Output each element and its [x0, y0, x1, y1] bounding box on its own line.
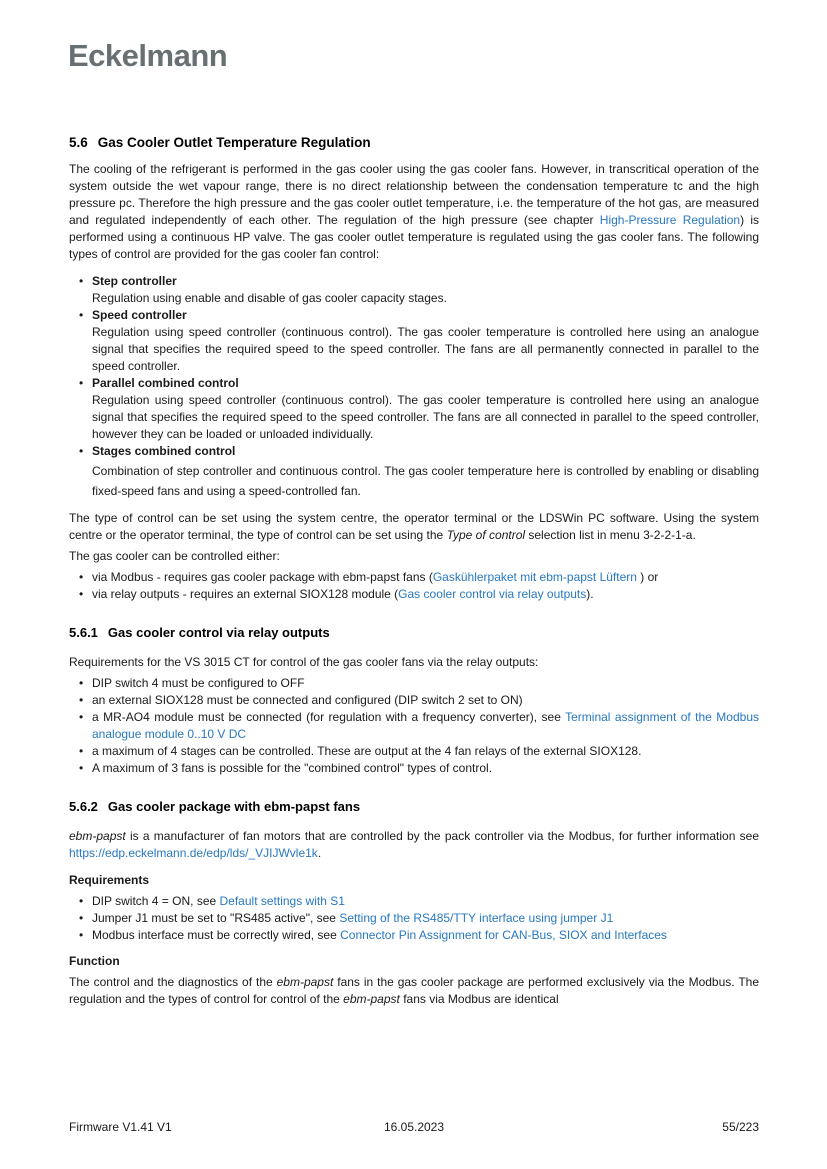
page-footer [69, 1120, 759, 1135]
control-type-desc: Regulation using speed controller (continuous control). The gas cooler temperature is controlled here using an analogue signal that specifies the required speed to the speed controller. The fans are all connected in parallel to the speed controller, however they can be loaded or unloaded individually. [92, 393, 759, 441]
list-item-via-modbus [92, 569, 759, 586]
list-item-stages-combined [92, 443, 759, 501]
footer-date: 16.05.2023 [383, 1120, 445, 1134]
control-type-term: • Step controller [92, 274, 177, 288]
doc-link[interactable]: Gas cooler control via relay outputs [398, 587, 587, 601]
section-heading-5-6-1 [69, 624, 759, 642]
set-control-paragraph [69, 510, 759, 544]
control-type-desc: Regulation using speed controller (continuous control). The gas cooler temperature is controlled here using an analogue signal that specifies the required speed to the speed controller. The fans are all permanently connected in parallel to the speed controller. [92, 325, 759, 373]
company-logo: Eckelmann [68, 38, 228, 73]
text-segment: ) is performed using a continuous HP valve. The gas cooler outlet temperature is regulated using the gas cooler fans. The following types of control are provided for the gas cooler fan control: [69, 213, 759, 261]
text-segment: is a manufacturer of fan motors that are controlled by the pack controller via the Modbus, for further information see [125, 829, 759, 843]
footer-page-number: 55/223 [722, 1120, 759, 1134]
control-types-list [69, 273, 759, 501]
text-segment: ebm-papst [343, 992, 400, 1006]
section-title: Gas cooler package with ebm-papst fans [107, 799, 361, 814]
list-item-dip-switch-on [92, 893, 759, 910]
section-heading-5-6-2 [69, 798, 759, 816]
list-item-max-stages [92, 743, 759, 760]
text-segment: ). [586, 587, 594, 601]
doc-link[interactable]: Terminal assignment of the Modbus analogue module 0..10 V DC [92, 710, 759, 741]
text-segment: DIP switch 4 must be configured to OFF [92, 676, 305, 690]
doc-link[interactable]: High-Pressure Regulation [599, 213, 741, 227]
text-segment: A maximum of 3 fans is possible for the "combined control" types of control. [92, 761, 493, 775]
ebm-papst-intro-paragraph [69, 828, 759, 862]
list-item-dip-switch-off [92, 675, 759, 692]
section-heading-5-6 [69, 134, 759, 152]
text-segment: a maximum of 4 stages can be controlled. These are output at the 4 fan relays of the external SIOX128. [92, 744, 642, 758]
section-title: Gas Cooler Outlet Temperature Regulation [97, 135, 371, 150]
text-segment: DIP switch 4 = ON, see [92, 894, 220, 908]
doc-link[interactable]: Connector Pin Assignment for CAN-Bus, SIOX and Interfaces [340, 928, 667, 942]
function-paragraph [69, 974, 759, 1008]
text-segment: Modbus interface must be correctly wired, see [92, 928, 341, 942]
text-segment: selection list in menu 3-2-2-1-a. [525, 528, 696, 542]
doc-link[interactable]: https://edp.eckelmann.de/edp/lds/_VJIJWvle1k [69, 846, 318, 860]
list-item-modbus-wiring [92, 927, 759, 944]
list-item-jumper-j1 [92, 910, 759, 927]
control-type-term: • Stages combined control [92, 444, 236, 458]
function-subheading: Function [69, 954, 120, 968]
control-type-term: • Parallel combined control [92, 376, 239, 390]
text-segment: ebm-papst [69, 829, 126, 843]
section-number: 5.6.2 [69, 799, 98, 814]
text-segment: . [317, 846, 322, 860]
controlled-either-paragraph: The gas cooler can be controlled either: [69, 549, 280, 563]
requirements-intro-paragraph: Requirements for the VS 3015 CT for control of the gas cooler fans via the relay outputs: [69, 655, 539, 669]
list-item-external-siox [92, 692, 759, 709]
requirements-subheading: Requirements [69, 873, 150, 887]
control-type-desc: Combination of step controller and continuous control. The gas cooler temperature here is controlled by enabling or disabling fixed-speed fans and using a speed-controlled fan. [92, 464, 759, 498]
text-segment: fans via Modbus are identical [399, 992, 559, 1006]
relay-requirements-list [69, 675, 759, 777]
document-content [69, 134, 759, 1018]
intro-paragraph [69, 161, 759, 263]
control-options-list [69, 569, 759, 603]
list-item-via-relay-outputs [92, 586, 759, 603]
text-segment: an external SIOX128 must be connected and configured (DIP switch 2 set to ON) [92, 693, 523, 707]
list-item-step-controller [92, 273, 759, 307]
text-segment: via relay outputs - requires an external SIOX128 module ( [92, 587, 399, 601]
text-segment: ebm-papst [276, 975, 334, 989]
list-item-mr-ao4 [92, 709, 759, 743]
doc-link[interactable]: Default settings with S1 [219, 894, 345, 908]
section-number: 5.6 [69, 135, 88, 150]
doc-link[interactable]: Gaskühlerpaket mit ebm-papst Lüftern [432, 570, 637, 584]
modbus-requirements-list [69, 893, 759, 944]
text-segment: The type of control can be set using the system centre, the operator terminal or the LDSWin PC software. Using the system centre or the operator terminal, the type of control can be set using the [69, 511, 759, 542]
doc-link[interactable]: Setting of the RS485/TTY interface using jumper J1 [339, 911, 614, 925]
footer-firmware-version: Firmware V1.41 V1 [69, 1120, 172, 1134]
text-segment: ) or [636, 570, 659, 584]
control-type-desc: Regulation using enable and disable of gas cooler capacity stages. [92, 291, 447, 305]
text-segment: Type of control [446, 528, 526, 542]
text-segment: The control and the diagnostics of the [69, 975, 277, 989]
text-segment: via Modbus - requires gas cooler package with ebm-papst fans ( [92, 570, 433, 584]
text-segment: Jumper J1 must be set to "RS485 active", see [92, 911, 340, 925]
list-item-speed-controller [92, 307, 759, 375]
control-type-term: • Speed controller [92, 308, 187, 322]
list-item-max-fans [92, 760, 759, 777]
list-item-parallel-combined [92, 375, 759, 443]
section-title: Gas cooler control via relay outputs [107, 625, 330, 640]
text-segment: The cooling of the refrigerant is performed in the gas cooler using the gas cooler fans. However, in transcritical operation of the system outside the wet vapour range, there is no direct relationship between the condensation temperature tc and the high pressure pc. Therefore the high pressure and the gas cooler outlet temperature, i.e. the temperature of the hot gas, are measured and regulated independently of each other. The regulation of the high pressure (see chapter [69, 162, 759, 227]
section-number: 5.6.1 [69, 625, 98, 640]
text-segment: fans in the gas cooler package are performed exclusively via the Modbus. The regulation and the types of control for control of the [69, 975, 759, 1006]
text-segment: a MR-AO4 module must be connected (for regulation with a frequency converter), see [92, 710, 566, 724]
